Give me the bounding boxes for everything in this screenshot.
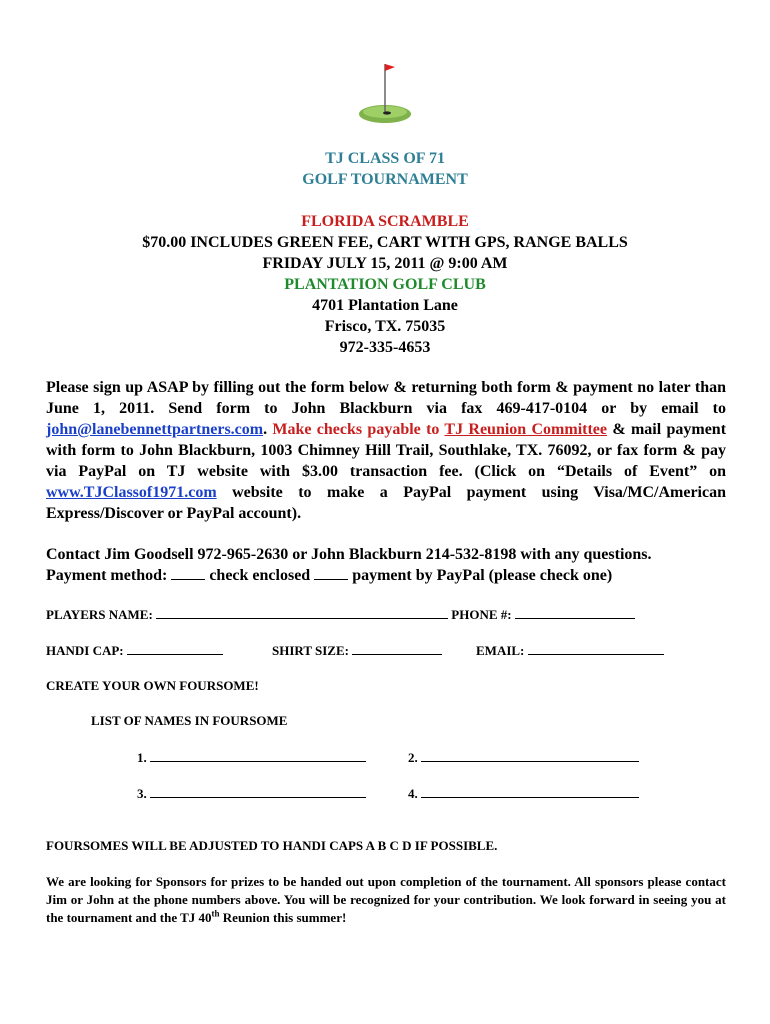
title-line-2: GOLF TOURNAMENT (302, 171, 468, 188)
foursome-list-heading: LIST OF NAMES IN FOURSOME (91, 713, 288, 728)
venue-name: PLANTATION GOLF CLUB (284, 276, 486, 293)
foursome-slot-4 (408, 785, 639, 802)
handicap-adjust-note: FOURSOMES WILL BE ADJUSTED TO HANDI CAPS A B C D IF POSSIBLE. (46, 838, 498, 853)
slot-number: 4. (408, 786, 418, 801)
payment-method-line (46, 565, 726, 586)
foursome-name-field-1[interactable] (150, 749, 366, 762)
foursome-name-field-3[interactable] (150, 785, 366, 798)
payee-name: TJ Reunion Committee (444, 421, 608, 438)
handicap-label: HANDI CAP: (46, 643, 124, 658)
foursome-slot-1 (137, 749, 366, 766)
instructions-text: . (263, 421, 273, 438)
venue-street: 4701 Plantation Lane (312, 297, 458, 314)
paypal-blank[interactable] (314, 565, 348, 580)
checks-text: Make checks payable to (272, 421, 445, 438)
email-field[interactable] (528, 642, 664, 655)
shirt-size-field[interactable] (352, 642, 442, 655)
phone-label: PHONE #: (451, 607, 512, 622)
check-enclosed-label: check enclosed (209, 567, 311, 584)
players-name-label: PLAYERS NAME: (46, 607, 153, 622)
foursome-name-field-2[interactable] (421, 749, 639, 762)
contact-line: Contact Jim Goodsell 972-965-2630 or John Blackburn 214-532-8198 with any questions. (46, 546, 652, 563)
foursome-slot-2 (408, 749, 639, 766)
slot-number: 2. (408, 750, 418, 765)
slot-number: 1. (137, 750, 147, 765)
foursome-name-field-4[interactable] (421, 785, 639, 798)
event-format: FLORIDA SCRAMBLE (301, 213, 469, 230)
golf-flag-icon (355, 58, 415, 126)
shirt-size-label: SHIRT SIZE: (272, 643, 349, 658)
date-line: FRIDAY JULY 15, 2011 @ 9:00 AM (262, 255, 508, 272)
instructions-text: Please sign up ASAP by filling out the form below & returning both form & payment no later than June 1, 2011. Send form to John Blackburn via fax 469-417-0104 or by email to (46, 379, 726, 417)
foursome-slot-3 (137, 785, 366, 802)
email-group (476, 642, 664, 659)
shirt-size-group (272, 642, 442, 659)
check-enclosed-blank[interactable] (171, 565, 205, 580)
players-name-field[interactable] (156, 606, 448, 619)
price-line: $70.00 INCLUDES GREEN FEE, CART WITH GPS, RANGE BALLS (142, 234, 628, 251)
email-label: EMAIL: (476, 643, 525, 658)
instructions-text: website to make a PayPal payment using Visa/MC/American Express/Discover or PayPal account). (46, 484, 726, 522)
players-name-row (46, 606, 635, 623)
instructions-paragraph (46, 377, 726, 524)
venue-phone: 972-335-4653 (339, 339, 431, 356)
instructions-text: & mail payment with form to John Blackburn, 1003 Chimney Hill Trail, Southlake, TX. 76092, or fax form & pay via PayPal on TJ website with $3.00 transaction fee. (Click on “Details of Event” on (46, 421, 727, 480)
ordinal-suffix: th (211, 908, 220, 919)
foursome-heading: CREATE YOUR OWN FOURSOME! (46, 678, 259, 693)
website-link[interactable]: www.TJClassof1971.com (46, 484, 217, 501)
sponsors-text-end: Reunion this summer! (219, 910, 347, 925)
sponsors-text: We are looking for Sponsors for prizes to be handed out upon completion of the tournament. All sponsors please contact Jim or John at the phone numbers above. You will be recognized for your contribution. We look forward in seeing you at the tournament and the TJ 40 (46, 874, 726, 925)
handicap-field[interactable] (127, 642, 223, 655)
slot-number: 3. (137, 786, 147, 801)
payment-label: Payment method: (46, 567, 168, 584)
sponsors-paragraph (46, 873, 726, 927)
paypal-label: payment by PayPal (please check one) (352, 567, 613, 584)
venue-city: Frisco, TX. 75035 (324, 318, 446, 335)
handicap-group (46, 642, 223, 659)
phone-field[interactable] (515, 606, 635, 619)
email-link[interactable]: john@lanebennettpartners.com (46, 421, 264, 438)
title-line-1: TJ CLASS OF 71 (325, 150, 445, 167)
